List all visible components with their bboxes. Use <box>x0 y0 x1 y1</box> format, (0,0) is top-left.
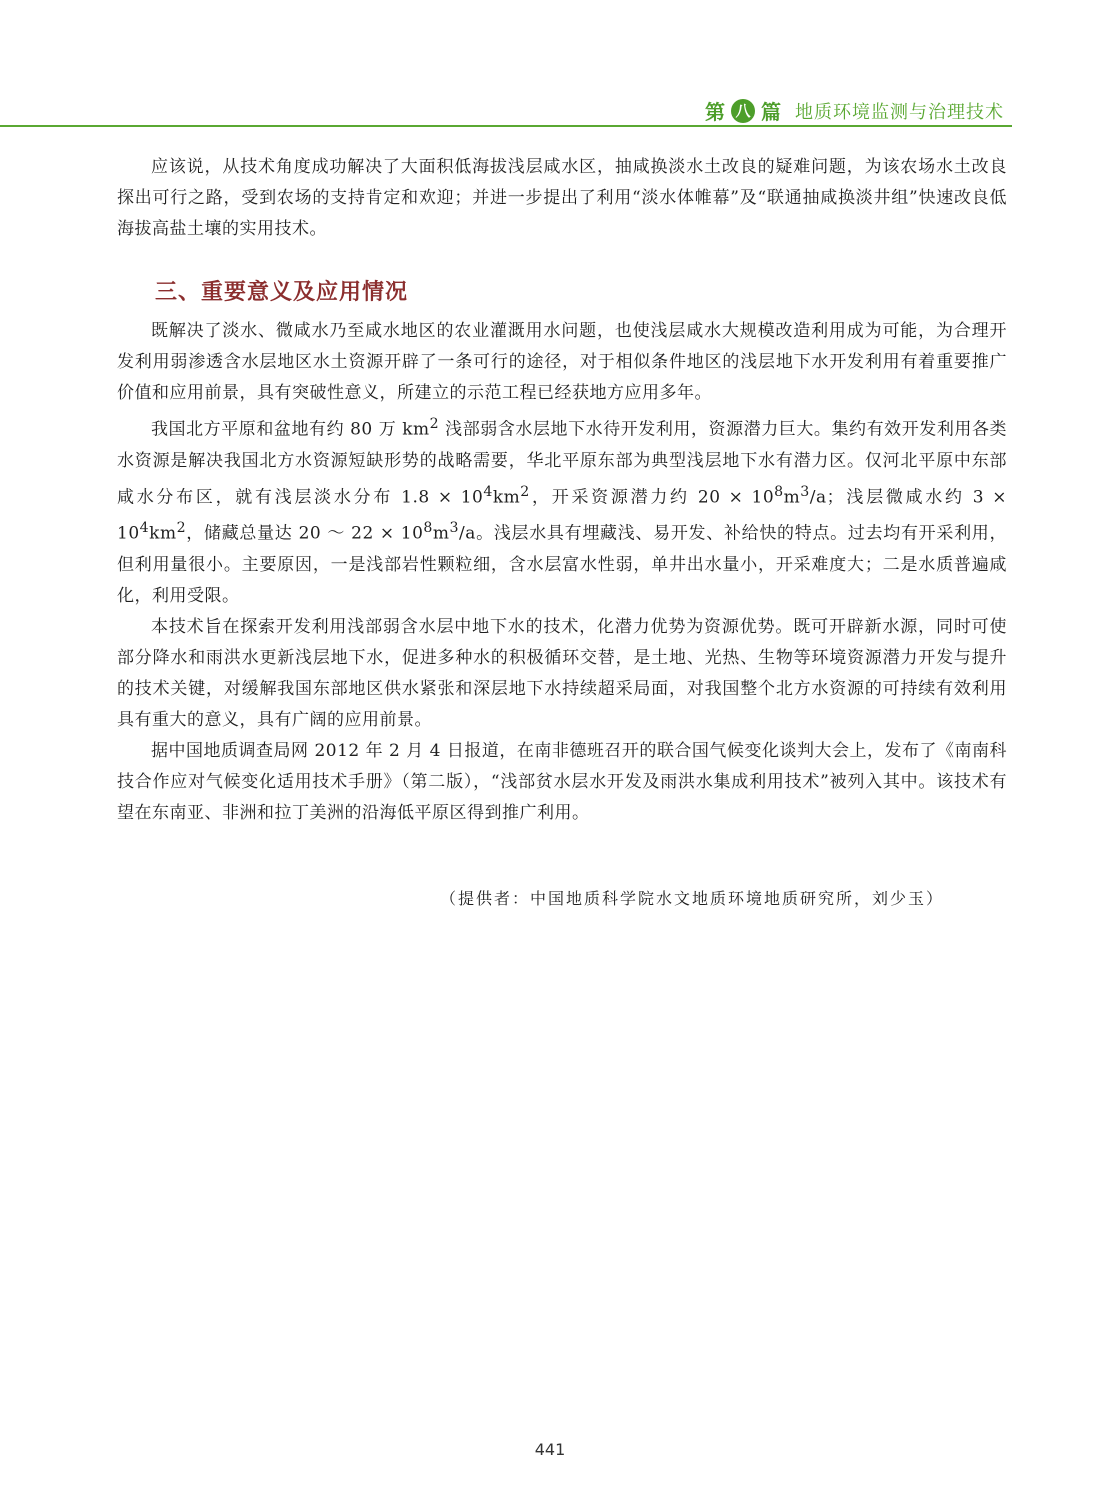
text-run: m <box>783 487 801 508</box>
running-header <box>0 96 1012 128</box>
paragraph-report: 据中国地质调查局网 2012 年 2 月 4 日报道，在南非德班召开的联合国气候变化谈判大会上，发布了《南南科技合作应对气候变化适用技术手册》（第二版），“浅部贫水层水开发及雨洪水集成利用技术”被列入其中。该技术有望在东南亚、非洲和拉丁美洲的沿海低平原区得到推广利用。 <box>117 740 1007 823</box>
superscript: 2 <box>520 483 530 500</box>
text-run: ，开采资源潜力约 20 × 10 <box>529 487 775 508</box>
chapter-number-badge: 八 <box>731 99 755 123</box>
page-number: 441 <box>534 1440 566 1459</box>
text-run: m <box>432 523 450 544</box>
superscript: 2 <box>176 520 187 537</box>
chapter-prefix: 第 <box>705 100 725 124</box>
superscript: 8 <box>423 520 433 537</box>
section-heading: 三、重要意义及应用情况 <box>155 280 409 305</box>
superscript: 4 <box>139 520 150 537</box>
text-run: km <box>492 487 521 508</box>
superscript: 3 <box>449 520 460 537</box>
header-rule <box>0 125 1012 127</box>
contributor-credit: （提供者：中国地质科学院水文地质环境地质研究所，刘少玉） <box>440 889 945 908</box>
paragraph-technology: 本技术旨在探索开发利用浅部弱含水层中地下水的技术，化潜力优势为资源优势。既可开辟新水源，同时可使部分降水和雨洪水更新浅层地下水，促进多种水的积极循环交替，是土地、光热、生物等环境资源潜力开发与提升的技术关键，对缓解我国东部地区供水紧张和深层地下水持续超采局面，对我国整个北方水资源的可持续有效利用具有重大的意义，具有广阔的应用前景。 <box>117 616 1007 730</box>
chapter-title: 地质环境监测与治理技术 <box>795 101 1004 123</box>
chapter-header <box>705 96 1004 125</box>
superscript: 2 <box>429 416 440 432</box>
chapter-suffix: 篇 <box>761 100 781 124</box>
page-body <box>117 152 1007 829</box>
text-run: /a；浅层微咸水约 3 × 10 <box>117 487 1007 544</box>
paragraph-conclusion: 应该说，从技术角度成功解决了大面积低海拔浅层咸水区，抽咸换淡水土改良的疑难问题，为该农场水土改良探出可行之路，受到农场的支持肯定和欢迎；并进一步提出了利用“淡水体帷幕”及“联通抽咸换淡井组”快速改良低海拔高盐土壤的实用技术。 <box>117 157 1007 239</box>
paragraph-significance: 既解决了淡水、微咸水乃至咸水地区的农业灌溉用水问题，也使浅层咸水大规模改造利用成为可能，为合理开发利用弱渗透含水层地区水土资源开辟了一条可行的途径，对于相似条件地区的浅层地下水开发利用有着重要推广价值和应用前景，具有突破性意义，所建立的示范工程已经获地方应用多年。 <box>117 321 1007 403</box>
superscript: 4 <box>483 483 493 500</box>
paragraph-resources <box>117 409 1007 612</box>
text-run: 浅部弱含水层地下水待开发利用，资源潜力巨大。集约有效开发利用各类水资源是解决我国北方水资源短缺形势的战略需要，华北平原东部为典型浅层地下水有潜力区。仅河北平原中东部咸水分布区，就有浅层淡水分布 1.8 × 10 <box>117 419 1008 508</box>
superscript: 3 <box>800 483 810 500</box>
text-run: /a。浅层水具有埋藏浅、易开发、补给快的特点。过去均有开采利用，但利用量很小。主要原因，一是浅部岩性颗粒细，含水层富水性弱，单井出水量小，开采难度大；二是水质普遍咸化，利用受限。 <box>117 523 1007 606</box>
text-run: 我国北方平原和盆地有约 80 万 km <box>151 419 430 440</box>
text-run: ，储藏总量达 20 ～ 22 × 10 <box>186 523 424 544</box>
superscript: 8 <box>774 483 784 500</box>
text-run: km <box>149 523 177 544</box>
